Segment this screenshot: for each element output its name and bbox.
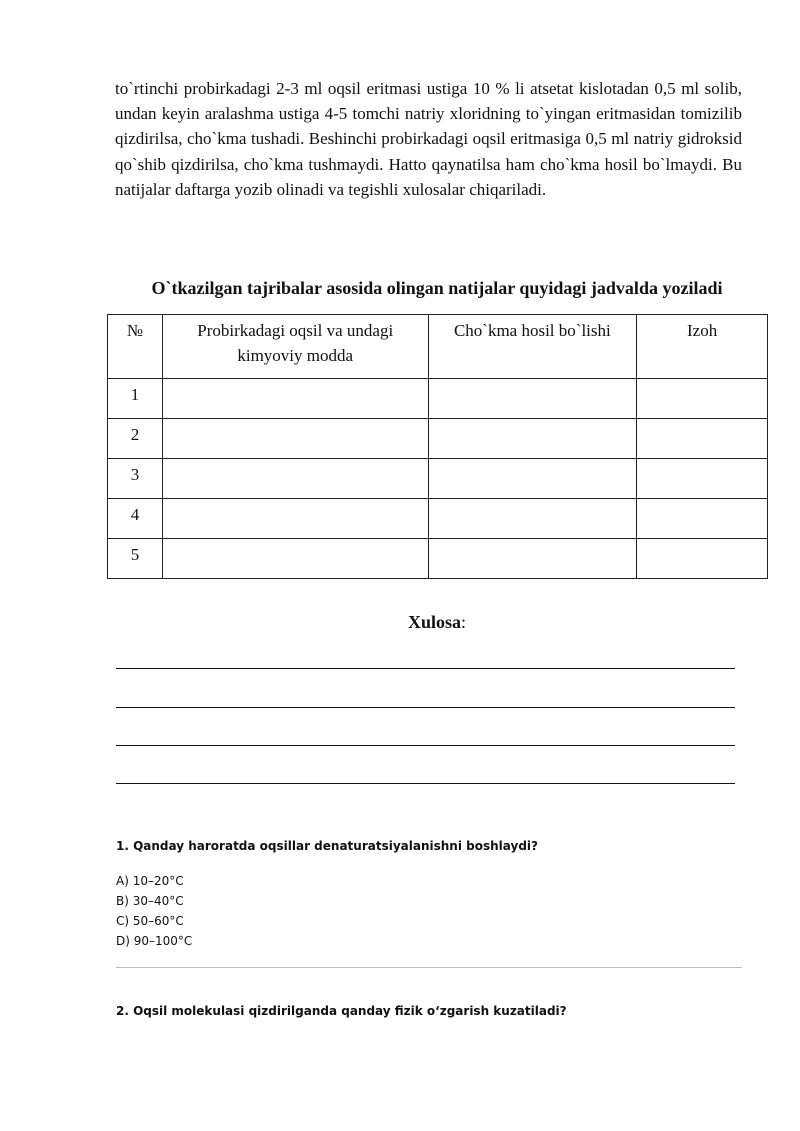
table-row bbox=[108, 459, 768, 499]
empty-cell bbox=[162, 379, 428, 419]
empty-cell bbox=[637, 539, 768, 579]
empty-cell bbox=[428, 539, 637, 579]
question-1-option-b: B) 30–40°C bbox=[116, 894, 184, 908]
conclusion-label: Xulosa bbox=[407, 612, 461, 632]
header-number: № bbox=[108, 315, 163, 379]
empty-cell bbox=[428, 379, 637, 419]
body-paragraph: to`rtinchi probirkadagi 2-3 ml oqsil eritmasi ustiga 10 % li atsetat kislotadan 0,5 ml solib, undan keyin aralashma ustiga 4-5 tomchi natriy xloridning to`yingan eritmasidan tomizilib qizdirilsa, cho`kma tushadi. Beshinchi probirkadagi oqsil eritmasiga 0,5 ml natriy gidroksid qo`shib qizdirilsa, cho`kma tushmaydi. Hatto qaynatilsa ham cho`kma hosil bo`lmaydi. Bu natijalar daftarga yozib olinadi va tegishli xulosalar chiqariladi. bbox=[115, 79, 742, 199]
conclusion-colon: : bbox=[461, 612, 467, 632]
table-row bbox=[108, 419, 768, 459]
question-1-option-a: A) 10–20°C bbox=[116, 874, 184, 888]
row-number: 3 bbox=[108, 459, 163, 499]
empty-cell bbox=[637, 419, 768, 459]
header-precipitate: Cho`kma hosil bo`lishi bbox=[428, 315, 637, 379]
empty-cell bbox=[637, 379, 768, 419]
header-substance: Probirkadagi oqsil va undagi kimyoviy modda bbox=[162, 315, 428, 379]
question-1-option-d: D) 90–100°C bbox=[116, 934, 193, 948]
answer-line bbox=[116, 783, 735, 784]
answer-line bbox=[116, 668, 735, 669]
empty-cell bbox=[637, 459, 768, 499]
question-divider bbox=[116, 967, 742, 968]
table-header-row bbox=[108, 315, 768, 379]
results-table bbox=[107, 314, 768, 579]
empty-cell bbox=[428, 419, 637, 459]
empty-cell bbox=[162, 459, 428, 499]
empty-cell bbox=[428, 459, 637, 499]
question-2-text: 2. Oqsil molekulasi qizdirilganda qanday fizik o‘zgarish kuzatiladi? bbox=[116, 1004, 567, 1018]
table-row bbox=[108, 379, 768, 419]
empty-cell bbox=[162, 419, 428, 459]
row-number: 5 bbox=[108, 539, 163, 579]
table-row bbox=[108, 499, 768, 539]
table-row bbox=[108, 539, 768, 579]
answer-line bbox=[116, 745, 735, 746]
answer-line bbox=[116, 707, 735, 708]
row-number: 4 bbox=[108, 499, 163, 539]
empty-cell bbox=[637, 499, 768, 539]
empty-cell bbox=[428, 499, 637, 539]
question-1-text: 1. Qanday haroratda oqsillar denaturatsiyalanishni boshlaydi? bbox=[116, 839, 538, 853]
question-1-option-c: C) 50–60°C bbox=[116, 914, 184, 928]
table-title: O`tkazilgan tajribalar asosida olingan natijalar quyidagi jadvalda yoziladi bbox=[151, 278, 723, 298]
empty-cell bbox=[162, 539, 428, 579]
empty-cell bbox=[162, 499, 428, 539]
header-note: Izoh bbox=[637, 315, 768, 379]
row-number: 1 bbox=[108, 379, 163, 419]
conclusion-heading bbox=[0, 612, 800, 633]
row-number: 2 bbox=[108, 419, 163, 459]
